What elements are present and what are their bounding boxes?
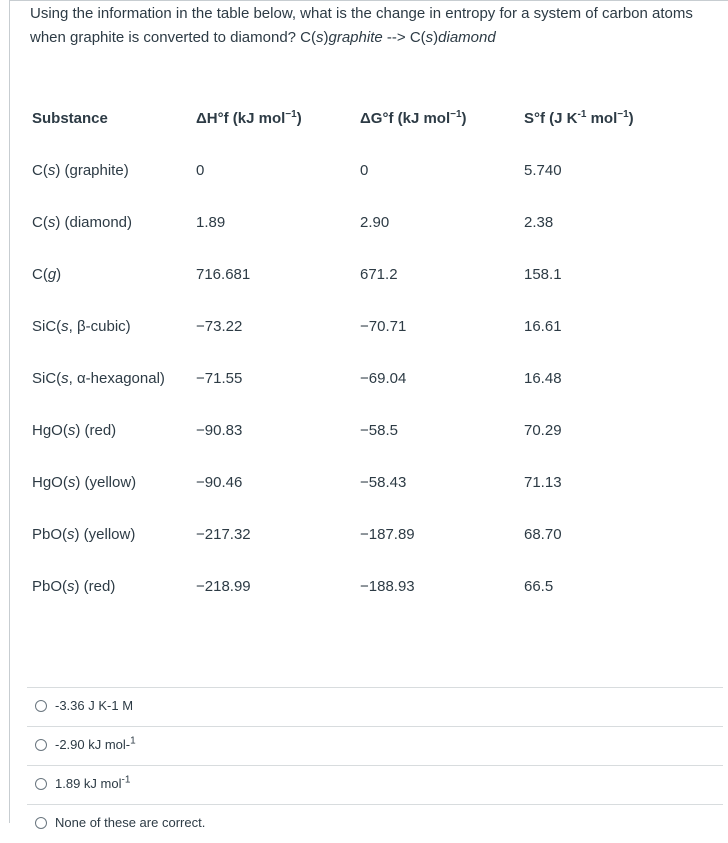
cell-entropy: 71.13	[524, 474, 562, 491]
cell-gibbs: −188.93	[360, 578, 415, 595]
cell-gibbs: −58.43	[360, 474, 407, 491]
table-header-row	[32, 100, 712, 152]
cell-enthalpy: −73.22	[196, 318, 243, 335]
radio-button[interactable]	[35, 778, 47, 790]
answer-option[interactable]	[27, 804, 723, 843]
cell-enthalpy: −217.32	[196, 526, 251, 543]
cell-entropy: 66.5	[524, 578, 554, 595]
cell-entropy: 2.38	[524, 214, 554, 231]
table-row	[32, 308, 712, 360]
cell-gibbs: 2.90	[360, 214, 390, 231]
cell-enthalpy: −218.99	[196, 578, 251, 595]
cell-enthalpy: −90.83	[196, 422, 243, 439]
cell-substance: SiC(s, α-hexagonal)	[32, 370, 165, 387]
answer-option[interactable]	[27, 687, 723, 726]
cell-enthalpy: −90.46	[196, 474, 243, 491]
answer-label: None of these are correct.	[55, 815, 206, 830]
cell-gibbs: −187.89	[360, 526, 415, 543]
reaction-left: C(s)graphite	[300, 29, 383, 46]
radio-button[interactable]	[35, 817, 47, 829]
cell-gibbs: 0	[360, 162, 369, 179]
header-entropy: S°f (J $K^{-1}$ mol$^{-1}$)	[524, 109, 634, 127]
table-row	[32, 412, 712, 464]
cell-enthalpy: 716.681	[196, 266, 251, 283]
answer-label: 1.89 kJ mol$^{-1}$	[55, 774, 131, 791]
question-text	[30, 2, 710, 50]
cell-entropy: 5.740	[524, 162, 562, 179]
table-row	[32, 516, 712, 568]
table-row	[32, 256, 712, 308]
radio-button[interactable]	[35, 739, 47, 751]
cell-gibbs: −69.04	[360, 370, 407, 387]
cell-entropy: 16.48	[524, 370, 562, 387]
cell-entropy: 70.29	[524, 422, 562, 439]
table-row	[32, 568, 712, 620]
cell-substance: C(g)	[32, 266, 62, 283]
answer-option[interactable]	[27, 726, 723, 765]
cell-gibbs: −58.5	[360, 422, 398, 439]
question-body: Using the information in the table below, what is the change in entropy for a system of carbon atoms when graphite is converted to diamond?	[30, 5, 693, 46]
table-row	[32, 204, 712, 256]
cell-entropy: 158.1	[524, 266, 562, 283]
cell-entropy: 68.70	[524, 526, 562, 543]
table-row	[32, 360, 712, 412]
cell-gibbs: −70.71	[360, 318, 407, 335]
header-substance: Substance	[32, 110, 108, 127]
thermo-data-table	[32, 100, 712, 620]
cell-enthalpy: 1.89	[196, 214, 226, 231]
cell-substance: C(s) (graphite)	[32, 162, 129, 179]
cell-gibbs: 671.2	[360, 266, 398, 283]
table-body	[32, 152, 712, 620]
answer-choices	[27, 687, 723, 843]
header-enthalpy: ΔH°f (kJ mol$^{-1}$)	[196, 109, 302, 127]
cell-enthalpy: −71.55	[196, 370, 243, 387]
table-row	[32, 464, 712, 516]
answer-label: -2.90 kJ mol-$^1$	[55, 735, 136, 752]
answer-option[interactable]	[27, 765, 723, 804]
cell-substance: PbO(s) (red)	[32, 578, 116, 595]
table-row	[32, 152, 712, 204]
radio-button[interactable]	[35, 700, 47, 712]
answer-label: -3.36 J K-1 M	[55, 698, 134, 713]
cell-substance: C(s) (diamond)	[32, 214, 133, 231]
cell-substance: HgO(s) (yellow)	[32, 474, 137, 491]
cell-substance: SiC(s, β-cubic)	[32, 318, 131, 335]
reaction-right: C(s)diamond	[409, 29, 496, 46]
cell-substance: HgO(s) (red)	[32, 422, 117, 439]
reaction-arrow: -->	[382, 29, 410, 46]
cell-entropy: 16.61	[524, 318, 562, 335]
cell-enthalpy: 0	[196, 162, 205, 179]
cell-substance: PbO(s) (yellow)	[32, 526, 136, 543]
header-gibbs: ΔG°f (kJ mol$^{-1}$)	[360, 109, 467, 127]
